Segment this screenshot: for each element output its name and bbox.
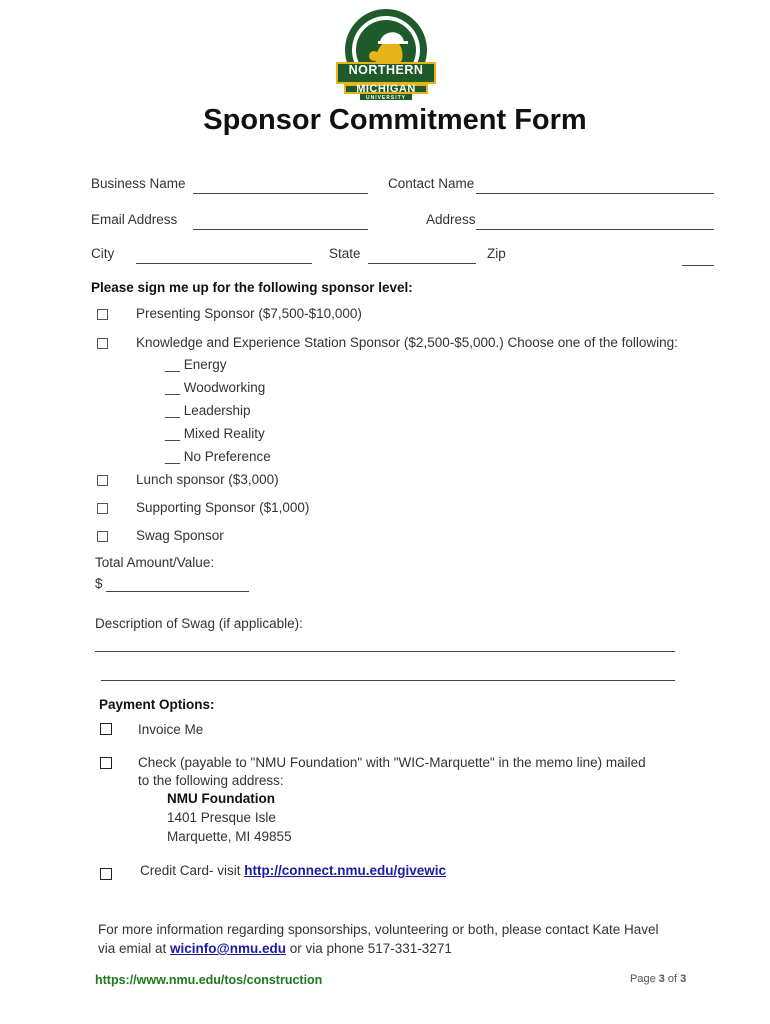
- dollar-sign: $: [95, 576, 103, 591]
- address-name: NMU Foundation: [167, 791, 275, 806]
- contact-name-field[interactable]: [476, 193, 714, 194]
- check-label-line1: Check (payable to "NMU Foundation" with "WIC-Marquette" in the memo line) mailed: [138, 755, 646, 770]
- address-label: Address: [426, 212, 476, 227]
- total-label: Total Amount/Value:: [95, 555, 215, 570]
- zip-label: Zip: [487, 246, 506, 261]
- invoice-label: Invoice Me: [138, 722, 204, 737]
- email-label: Email Address: [91, 212, 178, 227]
- city-field[interactable]: [136, 263, 312, 264]
- address-field[interactable]: [476, 229, 714, 230]
- info-line-2: [98, 941, 452, 956]
- station-woodworking[interactable]: __ Woodworking: [165, 380, 266, 395]
- address-city: Marquette, MI 49855: [167, 829, 292, 844]
- swag-description-label: Description of Swag (if applicable):: [95, 616, 303, 631]
- check-label-line2: to the following address:: [138, 773, 284, 788]
- footer-url[interactable]: https://www.nmu.edu/tos/construction: [95, 973, 323, 987]
- logo-line2: MICHIGAN: [356, 83, 416, 95]
- info-line-1: For more information regarding sponsorships, volunteering or both, please contact Kate Havel: [98, 922, 659, 937]
- lunch-label: Lunch sponsor ($3,000): [136, 472, 279, 487]
- email-field[interactable]: [193, 229, 368, 230]
- business-name-label: Business Name: [91, 176, 186, 191]
- knowledge-checkbox[interactable]: [97, 338, 108, 349]
- logo-line1: NORTHERN: [348, 63, 424, 77]
- invoice-checkbox[interactable]: [100, 723, 112, 735]
- info-line2-suffix: or via phone 517-331-3271: [285, 941, 452, 956]
- supporting-label: Supporting Sponsor ($1,000): [136, 500, 310, 515]
- station-mixed-reality[interactable]: __ Mixed Reality: [165, 426, 265, 441]
- payment-heading: Payment Options:: [99, 697, 215, 712]
- page-prefix: Page: [630, 973, 659, 985]
- page-total: 3: [680, 973, 687, 985]
- lunch-checkbox[interactable]: [97, 475, 108, 486]
- state-field[interactable]: [368, 263, 476, 264]
- check-checkbox[interactable]: [100, 757, 112, 769]
- nmu-logo: [330, 6, 442, 106]
- station-energy[interactable]: __ Energy: [165, 357, 227, 372]
- business-name-field[interactable]: [193, 193, 368, 194]
- swag-checkbox[interactable]: [97, 531, 108, 542]
- total-amount-field[interactable]: [106, 591, 249, 592]
- station-no-preference[interactable]: __ No Preference: [165, 449, 271, 464]
- credit-card-checkbox[interactable]: [100, 868, 112, 880]
- page-title: Sponsor Commitment Form: [203, 104, 587, 136]
- swag-description-line-2[interactable]: [101, 680, 675, 681]
- swag-description-line-1[interactable]: [95, 651, 675, 652]
- knowledge-label: Knowledge and Experience Station Sponsor ($2,500-$5,000.) Choose one of the following:: [136, 335, 678, 350]
- credit-card-prefix: Credit Card- visit: [140, 863, 245, 878]
- city-label: City: [91, 246, 115, 261]
- swag-label: Swag Sponsor: [136, 528, 224, 543]
- sponsor-heading: Please sign me up for the following sponsor level:: [91, 280, 413, 295]
- presenting-checkbox[interactable]: [97, 309, 108, 320]
- presenting-label: Presenting Sponsor ($7,500-$10,000): [136, 306, 362, 321]
- logo-line3: UNIVERSITY: [365, 95, 406, 101]
- credit-card-label: [140, 863, 446, 878]
- email-link[interactable]: wicinfo@nmu.edu: [170, 941, 286, 956]
- zip-field[interactable]: [682, 265, 714, 266]
- page-of: of: [664, 973, 681, 985]
- page-number: [630, 973, 686, 985]
- state-label: State: [329, 246, 361, 261]
- address-street: 1401 Presque Isle: [167, 810, 276, 825]
- contact-name-label: Contact Name: [388, 176, 475, 191]
- page-current: 3: [658, 973, 665, 985]
- station-leadership[interactable]: __ Leadership: [165, 403, 251, 418]
- supporting-checkbox[interactable]: [97, 503, 108, 514]
- info-line2-prefix: via emial at: [98, 941, 171, 956]
- givewic-link[interactable]: http://connect.nmu.edu/givewic: [244, 863, 447, 878]
